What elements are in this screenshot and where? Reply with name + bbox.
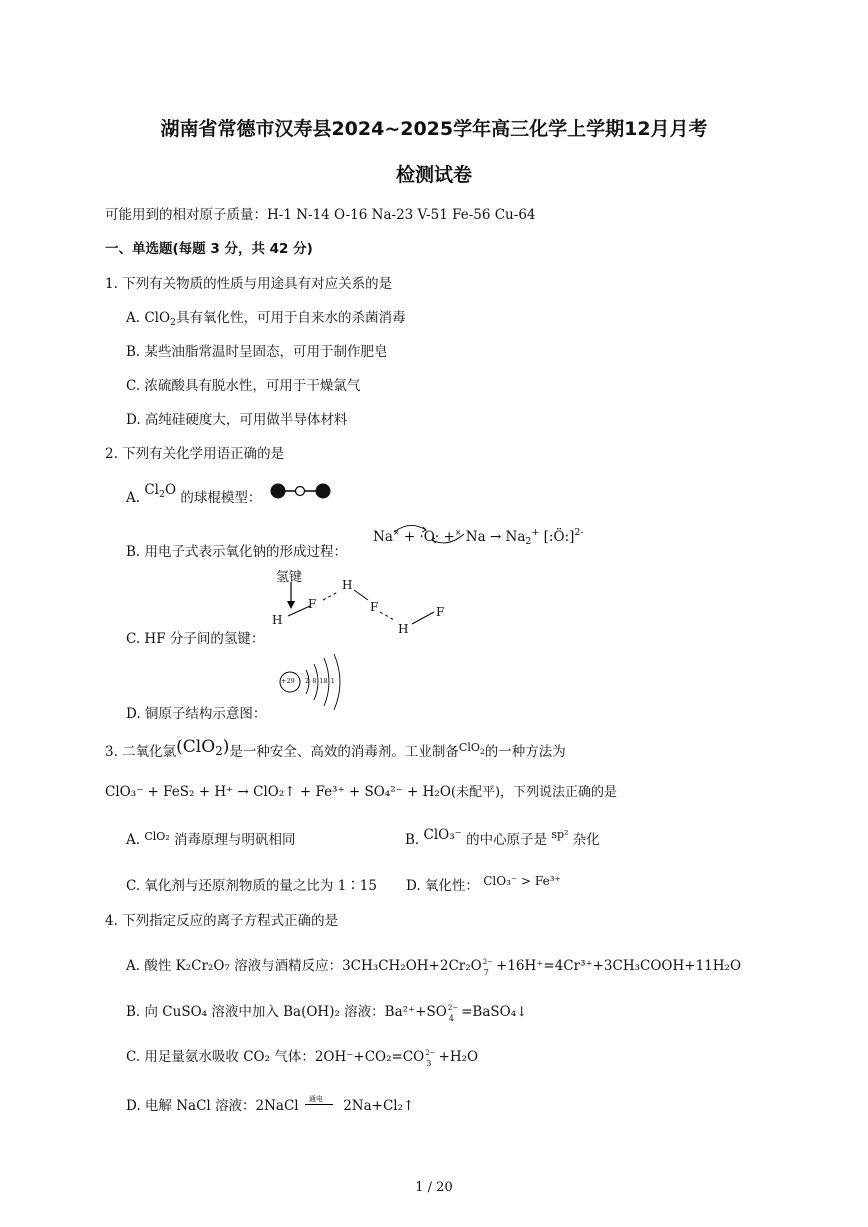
q3-option-d: D. 氧化性： ClO₃⁻ > Fe³⁺ — [406, 874, 561, 894]
title-line-2: 检测试卷 — [395, 164, 472, 186]
hf-atom-f2: F — [370, 600, 379, 614]
q1-option-a: A. ClO$_2$具有氧化性，可用于自来水的杀菌消毒 — [126, 310, 406, 328]
ball-stick-model — [270, 482, 332, 500]
section-heading: 一、单选题(每题 3 分，共 42 分) — [105, 241, 313, 257]
title-line-1: 湖南省常德市汉寿县2024~2025学年高三化学上学期12月月考 — [160, 118, 708, 140]
q3-option-b: B. ClO₃⁻ 的中心原子是 $^{sp^2}$ 杂化 — [405, 827, 600, 848]
electrolysis-condition: 通电 — [308, 1095, 323, 1103]
hf-atom-h1: H — [272, 613, 283, 627]
q1-stem: 1. 下列有关物质的性质与用途具有对应关系的是 — [105, 276, 393, 292]
q3-option-c: C. 氧化剂与还原剂物质的量之比为 1∶15 — [126, 878, 377, 894]
hf-atom-h2: H — [342, 578, 353, 592]
shell-electrons: 2 8 18 1 — [305, 677, 335, 685]
q3-equation: ClO₃⁻ + FeS₂ + H⁺ → ClO₂↑ + Fe³⁺ + SO₄²⁻ + H₂O(未配平)，下列说法正确的是 — [105, 784, 618, 800]
electron-formation: Na× + ·O· +× $Na \to Na_2^+$ [:Ö:]$^{2-}$ — [373, 527, 584, 547]
hydrogen-bond-label: 氢键 — [276, 570, 303, 585]
q1-option-d: D. 高纯硅硬度大，可用做半导体材料 — [126, 412, 348, 428]
q4-option-b: B. 向 CuSO₄ 溶液中加入 Ba(OH)₂ 溶液：Ba²⁺+SO 2− 4 =BaSO₄↓ — [126, 1004, 528, 1023]
nucleus-charge: +29 — [281, 677, 295, 685]
page-number: 1 / 20 — [415, 1180, 453, 1195]
q1-option-c: C. 浓硫酸具有脱水性，可用于干燥氯气 — [126, 378, 361, 394]
hf-atom-f3: F — [436, 605, 445, 619]
hf-atom-h3: H — [398, 622, 409, 636]
q2-option-c: C. HF 分子间的氢键： — [126, 631, 265, 647]
q3-stem: 3. 二氧化氯(ClO$_2$)是一种安全、高效的消毒剂。工业制备$^{ClO_2}$的一种方法为 — [105, 737, 566, 760]
q1-option-b: B. 某些油脂常温时呈固态，可用于制作肥皂 — [126, 344, 388, 360]
q2-option-a: A. $Cl_2O$ 的球棍模型： — [126, 482, 262, 506]
q2-option-d: D. 铜原子结构示意图： — [126, 706, 267, 722]
hf-hydrogen-bond-diagram — [268, 578, 458, 640]
q4-option-a: A. 酸性 K₂Cr₂O₇ 溶液与酒精反应：3CH₃CH₂OH+2Cr₂O 2− 7 +16H⁺=4Cr³⁺+3CH₃COOH+11H₂O — [126, 958, 742, 977]
atomic-masses: 可能用到的相对原子质量：H-1 N-14 O-16 Na-23 V-51 Fe-56 Cu-64 — [105, 207, 536, 223]
q2-option-b: B. 用电子式表示氧化钠的形成过程： — [126, 544, 348, 560]
q4-stem: 4. 下列指定反应的离子方程式正确的是 — [105, 913, 339, 929]
hf-atom-f1: F — [308, 597, 317, 611]
q2-stem: 2. 下列有关化学用语正确的是 — [105, 446, 285, 462]
q4-option-c: C. 用足量氨水吸收 CO₂ 气体：2OH⁻+CO₂=CO 2− 3 +H₂O — [126, 1049, 479, 1068]
electron-transfer-arrows — [388, 520, 468, 550]
q3-option-a: A. $^{ClO_2}$ 消毒原理与明矾相同 — [126, 830, 296, 848]
q4-option-d: D. 电解 NaCl 溶液：2NaCl 通电 2Na+Cl₂↑ — [126, 1095, 415, 1114]
